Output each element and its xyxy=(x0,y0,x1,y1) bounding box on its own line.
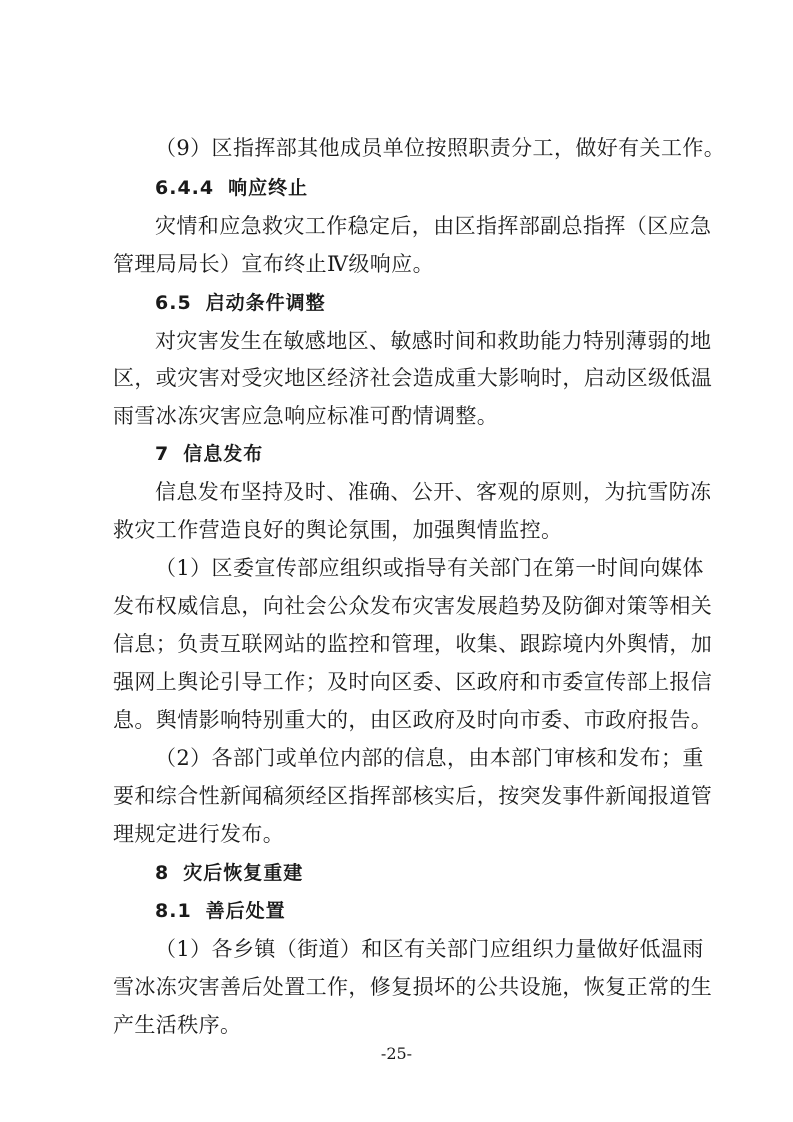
section-title: 启动条件调整 xyxy=(205,292,326,314)
paragraph-line: 区，或灾害对受灾地区经济社会造成重大影响时，启动区级低温 xyxy=(113,366,713,390)
paragraph-line: （9）区指挥部其他成员单位按照职责分工，做好有关工作。 xyxy=(155,136,726,160)
section-title: 信息发布 xyxy=(183,443,264,465)
section-heading xyxy=(155,859,691,887)
paragraph-line: 对灾害发生在敏感地区、敏感时间和救助能力特别薄弱的地 xyxy=(155,329,712,353)
paragraph-line: 信息发布坚持及时、准确、公开、客观的原则，为抗雪防冻 xyxy=(155,480,712,504)
paragraph-line: 救灾工作营造良好的舆论氛围，加强舆情监控。 xyxy=(113,518,563,542)
paragraph-line: 雪冰冻灾害善后处置工作，修复损坏的公共设施，恢复正常的生 xyxy=(113,975,713,999)
page-number: -25- xyxy=(380,1044,413,1063)
paragraph-line: （1）区委宣传部应组织或指导有关部门在第一时间向媒体 xyxy=(155,556,704,580)
paragraph-line: 要和综合性新闻稿须经区指挥部核实后，按突发事件新闻报道管 xyxy=(113,784,713,808)
section-heading xyxy=(155,174,691,202)
section-title: 响应终止 xyxy=(228,177,309,199)
paragraph-line: 雨雪冰冻灾害应急响应标准可酌情调整。 xyxy=(113,404,499,428)
paragraph-line: （1）各乡镇（街道）和区有关部门应组织力量做好低温雨 xyxy=(155,937,704,961)
section-heading xyxy=(155,440,691,468)
section-heading xyxy=(155,897,691,925)
paragraph-line: （2）各部门或单位内部的信息，由本部门审核和发布；重 xyxy=(155,746,704,770)
paragraph-line: 息。舆情影响特别重大的，由区政府及时向市委、市政府报告。 xyxy=(113,708,713,732)
paragraph-line: 灾情和应急救灾工作稳定后，由区指挥部副总指挥（区应急 xyxy=(155,214,712,238)
section-number: 8 xyxy=(155,862,170,884)
section-number: 6.4.4 xyxy=(155,177,215,199)
paragraph-line: 强网上舆论引导工作；及时向区委、区政府和市委宣传部上报信 xyxy=(113,670,713,694)
paragraph-line: 管理局局长）宣布终止Ⅳ级响应。 xyxy=(113,252,434,276)
section-number: 6.5 xyxy=(155,292,192,314)
section-title: 善后处置 xyxy=(205,900,286,922)
section-title: 灾后恢复重建 xyxy=(183,862,304,884)
section-number: 8.1 xyxy=(155,900,192,922)
paragraph-line: 理规定进行发布。 xyxy=(113,822,285,846)
section-heading xyxy=(155,289,691,317)
paragraph-line: 发布权威信息，向社会公众发布灾害发展趋势及防御对策等相关 xyxy=(113,594,713,618)
section-number: 7 xyxy=(155,443,170,465)
paragraph-line: 信息；负责互联网站的监控和管理，收集、跟踪境内外舆情，加 xyxy=(113,632,713,656)
paragraph-line: 产生活秩序。 xyxy=(113,1013,242,1037)
